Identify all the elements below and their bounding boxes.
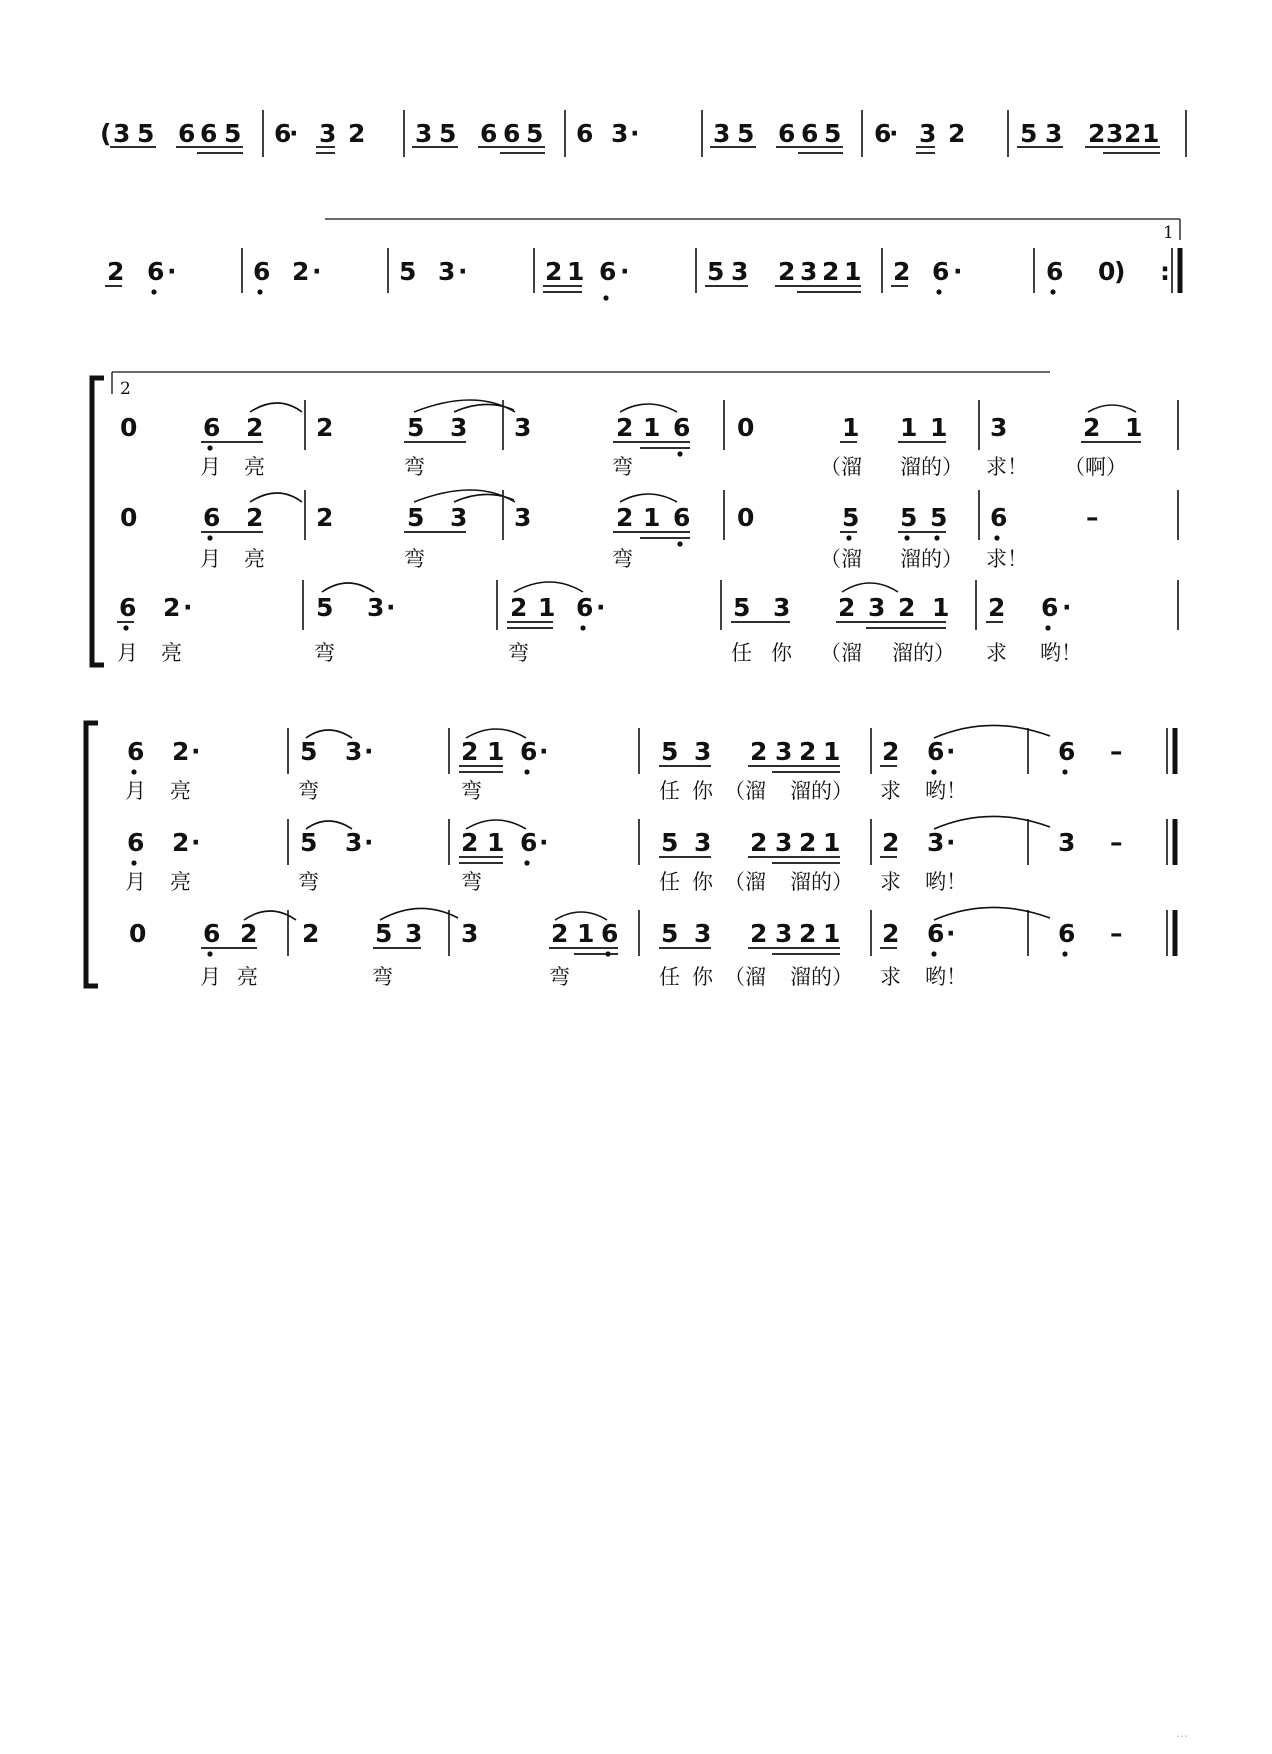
- note: 2: [107, 257, 125, 286]
- note: 0: [737, 413, 755, 442]
- dot: ·: [539, 737, 549, 766]
- note: 2: [988, 593, 1006, 622]
- note: 6: [520, 737, 538, 766]
- note: 1: [823, 737, 841, 766]
- note: 2: [316, 413, 334, 442]
- lyric: （溜: [724, 870, 766, 894]
- note: 1: [538, 593, 556, 622]
- note: 3: [415, 119, 433, 148]
- note: 1: [823, 919, 841, 948]
- slur: [620, 494, 677, 502]
- system-2: [86, 723, 1175, 989]
- lyric: 溜的）: [900, 547, 963, 571]
- lyric: 你: [692, 870, 713, 894]
- note: 1: [487, 737, 505, 766]
- note: 5: [399, 257, 417, 286]
- note: 1: [1125, 413, 1143, 442]
- lyric: 弯: [612, 455, 633, 479]
- lyric: 月: [200, 547, 221, 571]
- note: 6: [673, 503, 691, 532]
- system-bracket: [92, 378, 104, 665]
- note: 3: [694, 737, 712, 766]
- lyric: 弯: [508, 641, 529, 665]
- note: 2: [882, 919, 900, 948]
- dot: ·: [191, 737, 201, 766]
- note: 3: [868, 593, 886, 622]
- note: 3: [927, 828, 945, 857]
- note: 3: [514, 503, 532, 532]
- note: 6: [673, 413, 691, 442]
- note: 3: [1045, 119, 1063, 148]
- note: 5: [224, 119, 242, 148]
- octave-dot: [904, 535, 909, 540]
- paren-open: (: [100, 119, 112, 148]
- note: 0: [1098, 257, 1116, 286]
- note: 1: [577, 919, 595, 948]
- dot: ·: [946, 919, 956, 948]
- note: 3: [345, 737, 363, 766]
- note: 5: [137, 119, 155, 148]
- note: 6: [147, 257, 165, 286]
- note: 1: [900, 413, 918, 442]
- note: 3: [113, 119, 131, 148]
- lyric: 亮: [244, 455, 265, 479]
- note: 5: [733, 593, 751, 622]
- note: 2: [882, 737, 900, 766]
- note: 6: [203, 503, 221, 532]
- slur: [842, 583, 898, 592]
- note: 2: [551, 919, 569, 948]
- note: 5: [900, 503, 918, 532]
- note: 2: [822, 257, 840, 286]
- lyric: 弯: [404, 547, 425, 571]
- dot: ·: [946, 828, 956, 857]
- lyric: 你: [692, 965, 713, 989]
- octave-dot: [131, 860, 136, 865]
- octave-dot: [1062, 951, 1067, 956]
- lyric: 月: [125, 870, 146, 894]
- dot: ·: [167, 257, 177, 286]
- dot: ·: [364, 828, 374, 857]
- note: 2: [616, 413, 634, 442]
- slur: [454, 494, 514, 502]
- note: 6: [778, 119, 796, 148]
- note: 3: [611, 119, 629, 148]
- lyric: 求: [986, 641, 1007, 665]
- note: 2: [778, 257, 796, 286]
- note: 5: [300, 737, 318, 766]
- octave-dot: [1050, 289, 1055, 294]
- lyric: 溜的）: [790, 779, 853, 803]
- note: 2: [616, 503, 634, 532]
- lyric: 月: [117, 641, 138, 665]
- lyric: （溜: [820, 641, 862, 665]
- note: 5: [842, 503, 860, 532]
- dot: ·: [946, 737, 956, 766]
- note: 6: [127, 737, 145, 766]
- note: 0: [129, 919, 147, 948]
- note: 1: [844, 257, 862, 286]
- dot: ·: [953, 257, 963, 286]
- lyric: 求: [880, 870, 901, 894]
- note: 6: [801, 119, 819, 148]
- note: 3: [775, 828, 793, 857]
- note: 3: [1058, 828, 1076, 857]
- note: 3: [450, 503, 468, 532]
- note: 2: [1088, 119, 1106, 148]
- note: 5: [300, 828, 318, 857]
- octave-dot: [123, 625, 128, 630]
- note: 3: [405, 919, 423, 948]
- slur: [322, 583, 374, 592]
- note: 2: [246, 413, 264, 442]
- octave-dot: [207, 445, 212, 450]
- lyric: 求！: [986, 455, 1028, 479]
- lyric: 哟！: [925, 779, 967, 803]
- note: 2: [898, 593, 916, 622]
- octave-dot: [931, 951, 936, 956]
- note: 2: [302, 919, 320, 948]
- lyric: 弯: [461, 779, 482, 803]
- note: 2: [545, 257, 563, 286]
- lyric: 亮: [237, 965, 258, 989]
- lyric: （溜: [724, 779, 766, 803]
- note: 1: [1142, 119, 1160, 148]
- lyric: 哟！: [925, 965, 967, 989]
- octave-dot: [936, 289, 941, 294]
- lyric: （啊）: [1064, 455, 1127, 479]
- lyric: 任: [731, 641, 752, 665]
- repeat-dots: :: [1160, 257, 1170, 286]
- octave-dot: [931, 769, 936, 774]
- note: 3: [775, 919, 793, 948]
- system-1: [92, 372, 1178, 665]
- note: 5: [661, 919, 679, 948]
- note: 6: [503, 119, 521, 148]
- note: 6: [274, 119, 292, 148]
- note: 5: [407, 413, 425, 442]
- note: 3: [438, 257, 456, 286]
- lyric: 你: [692, 779, 713, 803]
- note: 3: [800, 257, 818, 286]
- system-bracket: [86, 723, 98, 986]
- note: 6: [601, 919, 619, 948]
- note: 3: [919, 119, 937, 148]
- note: 2: [461, 828, 479, 857]
- note: 3: [775, 737, 793, 766]
- lyric: 月: [200, 455, 221, 479]
- slur: [1088, 405, 1136, 412]
- volta-number: 2: [120, 379, 131, 399]
- note: 5: [407, 503, 425, 532]
- slur: [250, 403, 302, 412]
- note: 3: [319, 119, 337, 148]
- octave-dot: [846, 535, 851, 540]
- octave-dot: [524, 769, 529, 774]
- note: 5: [316, 593, 334, 622]
- note: 2: [799, 919, 817, 948]
- note: 3: [514, 413, 532, 442]
- volta-number: 1: [1163, 223, 1174, 243]
- dot: ·: [539, 828, 549, 857]
- slur: [454, 404, 514, 412]
- lyric: 溜的）: [790, 870, 853, 894]
- note: 1: [487, 828, 505, 857]
- lyric: 亮: [244, 547, 265, 571]
- dot: ·: [1062, 593, 1072, 622]
- lyric: （溜: [820, 547, 862, 571]
- paren-close: ): [1114, 257, 1126, 286]
- note: 6: [203, 413, 221, 442]
- slur: [514, 582, 583, 592]
- lyric: 弯: [298, 870, 319, 894]
- octave-dot: [934, 535, 939, 540]
- lyric: 求！: [986, 547, 1028, 571]
- dot: ·: [191, 828, 201, 857]
- note: 6: [1041, 593, 1059, 622]
- note: 6: [932, 257, 950, 286]
- note: 3: [694, 828, 712, 857]
- lyric: 弯: [461, 870, 482, 894]
- lyric: 溜的）: [900, 455, 963, 479]
- lyric: 哟！: [925, 870, 967, 894]
- lyric: 弯: [298, 779, 319, 803]
- note: 1: [932, 593, 950, 622]
- note: 1: [567, 257, 585, 286]
- lyric: 哟！: [1040, 641, 1082, 665]
- note: 6: [127, 828, 145, 857]
- lyric: （溜: [724, 965, 766, 989]
- octave-dot: [1045, 625, 1050, 630]
- dash: –: [1110, 919, 1123, 948]
- lyric: 弯: [404, 455, 425, 479]
- note: 3: [461, 919, 479, 948]
- note: 2: [799, 737, 817, 766]
- note: 2: [750, 737, 768, 766]
- dot: ·: [364, 737, 374, 766]
- lyric: 任: [659, 779, 680, 803]
- note: 6: [990, 503, 1008, 532]
- dot: ·: [889, 119, 899, 148]
- note: 6: [520, 828, 538, 857]
- lyric: 弯: [314, 641, 335, 665]
- octave-dot: [524, 860, 529, 865]
- note: 5: [824, 119, 842, 148]
- lyric: 求: [880, 779, 901, 803]
- note: 6: [927, 737, 945, 766]
- note: 5: [526, 119, 544, 148]
- note: 5: [439, 119, 457, 148]
- dot: ·: [630, 119, 640, 148]
- octave-dot: [257, 289, 262, 294]
- note: 1: [643, 503, 661, 532]
- note: 2: [799, 828, 817, 857]
- octave-dot: [994, 535, 999, 540]
- note: 6: [576, 119, 594, 148]
- note: 3: [773, 593, 791, 622]
- note: 3: [731, 257, 749, 286]
- lyric: 你: [771, 641, 792, 665]
- octave-dot: [151, 289, 156, 294]
- dash: –: [1110, 737, 1123, 766]
- note: 2: [838, 593, 856, 622]
- lyric: 弯: [372, 965, 393, 989]
- lyric: 弯: [549, 965, 570, 989]
- note: 6: [874, 119, 892, 148]
- note: 1: [823, 828, 841, 857]
- dot: ·: [312, 257, 322, 286]
- note: 6: [480, 119, 498, 148]
- note: 2: [172, 737, 190, 766]
- note: 1: [643, 413, 661, 442]
- note: 3: [990, 413, 1008, 442]
- note: 3: [450, 413, 468, 442]
- note: 6: [1058, 919, 1076, 948]
- note: 2: [510, 593, 528, 622]
- lyric: 月: [125, 779, 146, 803]
- note: 0: [737, 503, 755, 532]
- dot: ·: [183, 593, 193, 622]
- octave-dot: [603, 295, 608, 300]
- note: 3: [367, 593, 385, 622]
- dot: ·: [386, 593, 396, 622]
- note: 6: [253, 257, 271, 286]
- note: 6: [576, 593, 594, 622]
- note: 3: [1106, 119, 1124, 148]
- note: 2: [348, 119, 366, 148]
- dash: –: [1086, 503, 1099, 532]
- lyric: 亮: [170, 870, 191, 894]
- lyric: 任: [659, 965, 680, 989]
- note: 2: [240, 919, 258, 948]
- dash: –: [1110, 828, 1123, 857]
- lyric: 溜的）: [790, 965, 853, 989]
- octave-dot: [131, 769, 136, 774]
- note: 0: [120, 413, 138, 442]
- note: 6: [1058, 737, 1076, 766]
- note: 6: [178, 119, 196, 148]
- lyric: 求: [880, 965, 901, 989]
- lyric: （溜: [820, 455, 862, 479]
- note: 2: [750, 919, 768, 948]
- octave-dot: [677, 541, 682, 546]
- note: 2: [1124, 119, 1142, 148]
- note: 1: [930, 413, 948, 442]
- dot: ·: [289, 119, 299, 148]
- note: 2: [163, 593, 181, 622]
- note: 2: [172, 828, 190, 857]
- lyric: 月: [200, 965, 221, 989]
- note: 2: [246, 503, 264, 532]
- note: 6: [203, 919, 221, 948]
- note: 5: [661, 828, 679, 857]
- slur: [620, 404, 677, 412]
- note: 5: [737, 119, 755, 148]
- note: 6: [599, 257, 617, 286]
- note: 3: [345, 828, 363, 857]
- note: 2: [750, 828, 768, 857]
- note: 6: [927, 919, 945, 948]
- note: 2: [316, 503, 334, 532]
- slur: [250, 493, 302, 502]
- note: 5: [930, 503, 948, 532]
- dot: ·: [596, 593, 606, 622]
- note: 3: [694, 919, 712, 948]
- lyric: 溜的）: [892, 641, 955, 665]
- note: 2: [948, 119, 966, 148]
- octave-dot: [207, 535, 212, 540]
- octave-dot: [580, 625, 585, 630]
- note: 5: [1020, 119, 1038, 148]
- lyric: 弯: [612, 547, 633, 571]
- note: 0: [120, 503, 138, 532]
- footer-mark: …: [1176, 1726, 1188, 1740]
- lyric: 亮: [170, 779, 191, 803]
- note: 2: [893, 257, 911, 286]
- note: 2: [1083, 413, 1101, 442]
- line-2: [105, 219, 1180, 301]
- octave-dot: [1062, 769, 1067, 774]
- note: 5: [661, 737, 679, 766]
- note: 2: [461, 737, 479, 766]
- note: 5: [375, 919, 393, 948]
- octave-dot: [207, 951, 212, 956]
- dot: ·: [458, 257, 468, 286]
- note: 6: [119, 593, 137, 622]
- lyric: 亮: [161, 641, 182, 665]
- note: 1: [842, 413, 860, 442]
- dot: ·: [620, 257, 630, 286]
- lyric: 任: [659, 870, 680, 894]
- note: 2: [882, 828, 900, 857]
- note: 6: [1046, 257, 1064, 286]
- note: 2: [292, 257, 310, 286]
- note: 6: [200, 119, 218, 148]
- line-1: [100, 110, 1186, 157]
- note: 3: [713, 119, 731, 148]
- note: 5: [707, 257, 725, 286]
- octave-dot: [677, 451, 682, 456]
